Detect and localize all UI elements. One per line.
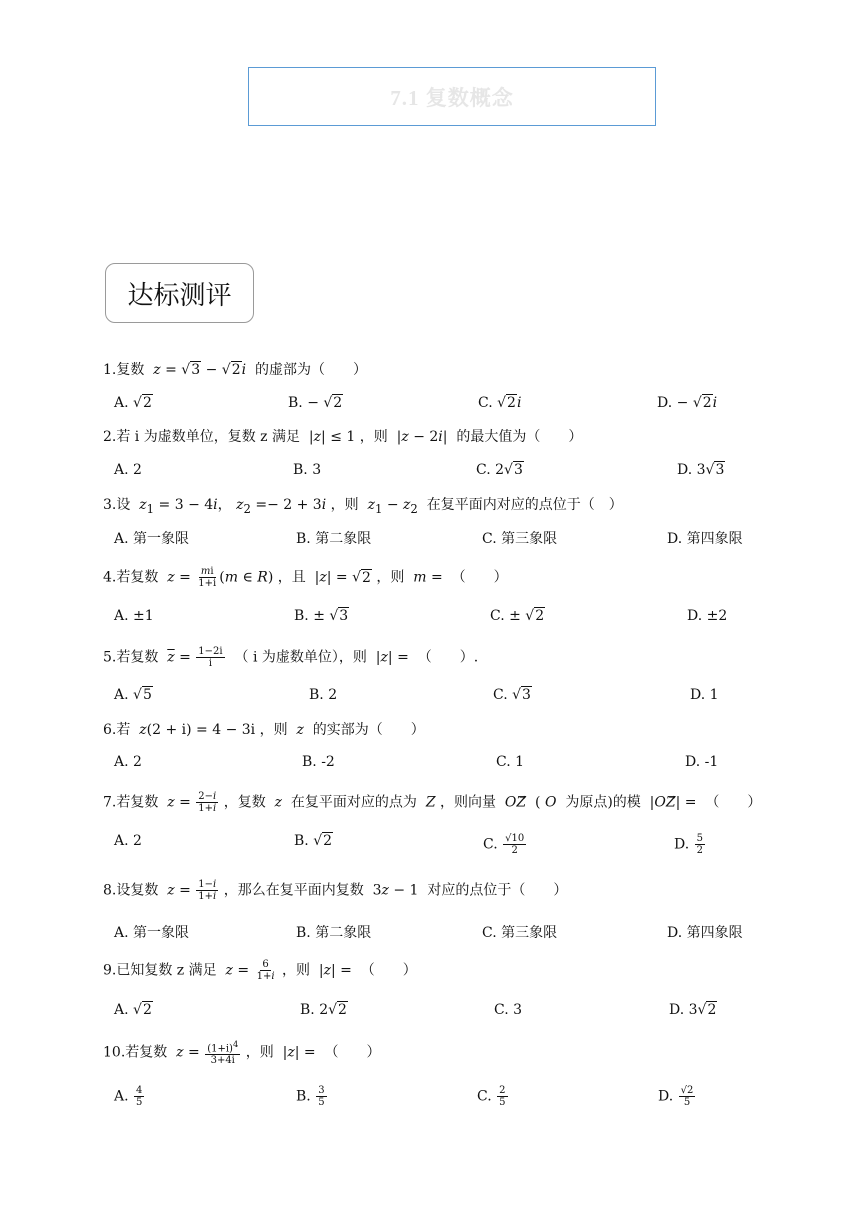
option-b[interactable]: B. $\frac{3}{5}$	[296, 1085, 325, 1108]
question-number: 3.	[103, 497, 117, 513]
option-d[interactable]: D. − √2i	[657, 395, 718, 411]
question-1: 1.复数 z = √3 − √2i 的虚部为（ ）	[103, 362, 368, 378]
question-10: 10.若复数 z = $\frac{(1+i)^4}{3+4i}$ ，则 |z| = （ ）	[103, 1039, 381, 1067]
option-d[interactable]: D. 1	[690, 687, 719, 703]
question-number: 5.	[103, 649, 117, 666]
option-a[interactable]: A. 第一象限	[114, 925, 190, 941]
question-number: 10.	[103, 1044, 126, 1061]
option-a[interactable]: A. $\frac{4}{5}$	[114, 1085, 143, 1108]
option-a[interactable]: A. 2	[114, 754, 142, 770]
question-number: 9.	[103, 962, 117, 979]
option-b[interactable]: B. -2	[302, 754, 335, 770]
option-b[interactable]: B. 3	[293, 462, 322, 478]
section-title: 达标测评	[127, 280, 232, 311]
option-d[interactable]: D. ±2	[687, 608, 728, 624]
option-d[interactable]: D. 3√2	[669, 1002, 717, 1018]
option-b[interactable]: B. 2	[309, 687, 338, 703]
question-8-options	[0, 922, 860, 962]
option-c[interactable]: C. 2√3	[476, 462, 523, 478]
question-4: 4.若复数 z = $\frac{mi}{1+i}$ (m ∈ R) ，且 |z| = √2 ，则 m = （ ）	[103, 566, 508, 589]
question-7: 7.若复数 z = $\frac{2-i}{1+i}$ ，复数 z 在复平面对应的点为 Z ，则向量 OZ⃗ ( O 为原点)的模 |OZ⃗| = （ ）	[103, 791, 762, 814]
question-9: 9.已知复数 z 满足 z = $\frac{6}{1+i}$ ，则 |z| = （ ）	[103, 959, 417, 982]
question-6: 6.若 z(2 + i) = 4 − 3i ，则 z 的实部为（ ）	[103, 722, 425, 738]
option-d[interactable]: D. -1	[685, 754, 719, 770]
question-number: 1.	[103, 362, 117, 378]
option-c[interactable]: C. 第三象限	[482, 531, 558, 547]
option-d[interactable]: D. 3√3	[677, 462, 725, 478]
option-a[interactable]: A. 2	[114, 462, 142, 478]
question-3: 3.设 $z_1 = 3 - 4i$， $z_2 =- 2 + 3i$ ，则 $z_1 - z_2$ 在复平面内对应的点位于（ ）	[103, 497, 623, 516]
question-6-options	[0, 754, 860, 794]
option-c[interactable]: C. √2i	[478, 395, 522, 411]
option-a[interactable]: A. √5	[114, 687, 152, 703]
option-a[interactable]: A. 第一象限	[114, 531, 190, 547]
option-c[interactable]: C. $\frac{√10}{2}$	[483, 833, 525, 856]
option-b[interactable]: B. 第二象限	[296, 925, 372, 941]
question-7-options	[0, 833, 860, 873]
option-b[interactable]: B. √2	[294, 833, 333, 849]
option-d[interactable]: D. 第四象限	[667, 925, 743, 941]
option-a[interactable]: A. ±1	[114, 608, 154, 624]
option-d[interactable]: D. 第四象限	[667, 531, 743, 547]
option-d[interactable]: D. $\frac{√2}{5}$	[658, 1085, 694, 1108]
question-number: 7.	[103, 794, 117, 811]
question-3-options	[0, 528, 860, 568]
option-c[interactable]: C. $\frac{2}{5}$	[477, 1085, 506, 1108]
title-box	[248, 67, 656, 126]
question-4-options	[0, 608, 860, 648]
question-8: 8.设复数 z = $\frac{1-i}{1+i}$ ，那么在复平面内复数 3z − 1 对应的点位于（ ）	[103, 879, 568, 902]
option-c[interactable]: C. 第三象限	[482, 925, 558, 941]
option-b[interactable]: B. 第二象限	[296, 531, 372, 547]
option-a[interactable]: A. 2	[114, 833, 142, 849]
question-number: 4.	[103, 569, 117, 586]
option-c[interactable]: C. 1	[496, 754, 525, 770]
option-c[interactable]: C. ± √2	[490, 608, 545, 624]
option-d[interactable]: D. $\frac{5}{2}$	[674, 833, 704, 856]
question-number: 2.	[103, 429, 117, 445]
question-9-options	[0, 1002, 860, 1042]
question-10-options	[0, 1085, 860, 1125]
question-number: 8.	[103, 882, 117, 899]
section-header-box	[105, 263, 254, 323]
question-2: 2.若 i 为虚数单位，复数 z 满足 |z| ≤ 1 ，则 |z − 2i| 的最大值为（ ）	[103, 429, 583, 445]
page-title: 7.1 复数概念	[390, 85, 514, 110]
option-b[interactable]: B. ± √3	[294, 608, 349, 624]
option-c[interactable]: C. √3	[493, 687, 531, 703]
option-a[interactable]: A. √2	[114, 1002, 152, 1018]
option-c[interactable]: C. 3	[494, 1002, 523, 1018]
option-b[interactable]: B. 2√2	[300, 1002, 347, 1018]
option-a[interactable]: A. √2	[114, 395, 152, 411]
option-b[interactable]: B. − √2	[288, 395, 343, 411]
question-number: 6.	[103, 722, 117, 738]
question-5: 5.若复数 $\overline{z}$ = $\frac{1-2i}{i}$ （ i 为虚数单位），则 |z| = （ ）.	[103, 646, 479, 669]
